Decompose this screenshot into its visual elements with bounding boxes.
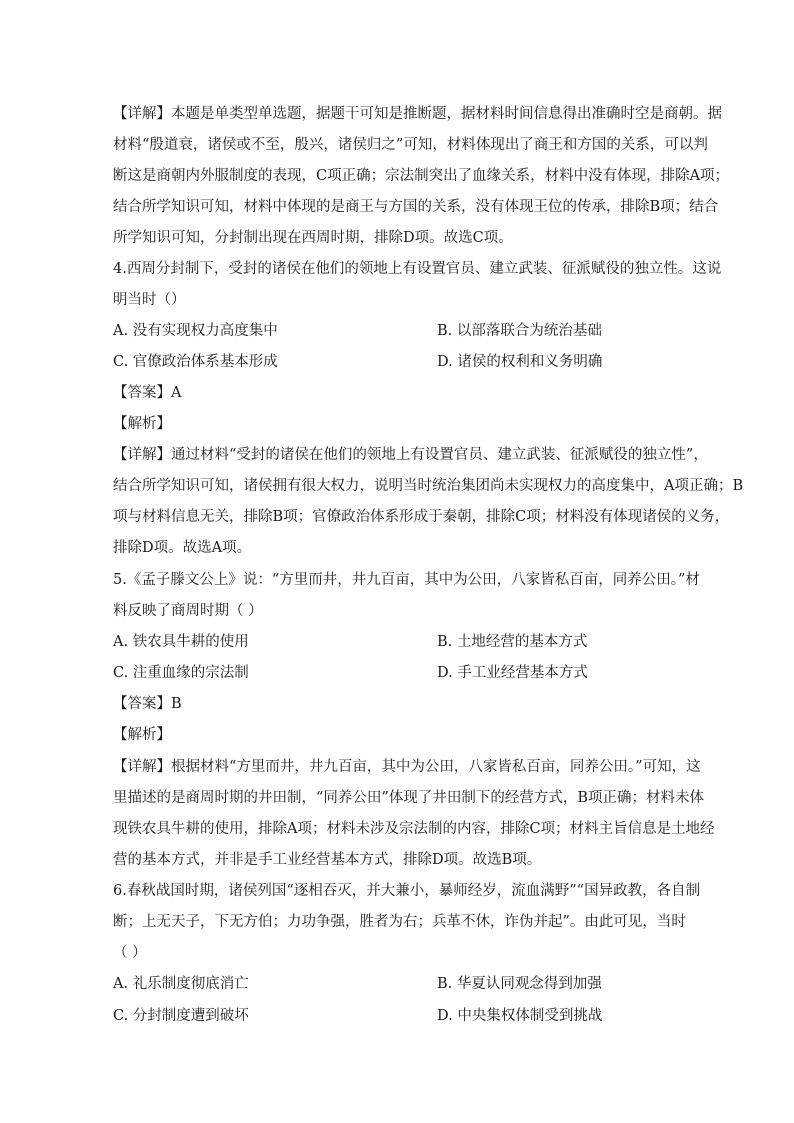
question-4-detail-line: 排除D项。故选A项。: [113, 540, 252, 556]
question-4-stem: 4.西周分封制下，受封的诸侯在他们的领地上有设置官员、建立武装、征派赋役的独立性。这说: [113, 261, 722, 277]
detail-line: 所学知识可知，分封制出现在西周时期，排除D项。故选C项。: [113, 230, 513, 246]
question-5-option-a: A. 铁农具牛耕的使用: [113, 634, 249, 650]
question-5-answer: 【答案】B: [113, 696, 182, 712]
question-6-stem: （ ）: [113, 945, 147, 961]
question-4-option-a: A. 没有实现权力高度集中: [113, 323, 278, 339]
question-6-option-b: B. 华夏认同观念得到加强: [437, 976, 602, 992]
question-5-stem: 料反映了商周时期（ ）: [113, 603, 263, 619]
question-4-option-b: B. 以部落联合为统治基础: [437, 323, 602, 339]
question-4-detail-line: 【详解】通过材料“受封的诸侯在他们的领地上有设置官员、建立武装、征派赋役的独立性”，: [113, 447, 708, 463]
question-6-stem: 断；上无天子，下无方伯；力功争强，胜者为右；兵革不休，诈伪并起”。由此可见，当时: [113, 914, 686, 930]
question-5-option-c: C. 注重血缘的宗法制: [113, 665, 249, 681]
question-4-answer: 【答案】A: [113, 385, 182, 401]
question-5-stem: 5.《孟子滕文公上》说：“方里而井，井九百亩，其中为公田，八家皆私百亩，同养公田。”材: [113, 572, 700, 588]
detail-line: 材料“殷道衰，诸侯或不至，殷兴，诸侯归之”可知，材料体现出了商王和方国的关系，可以判: [113, 137, 708, 153]
question-4-stem: 明当时（）: [113, 292, 186, 308]
detail-line: 结合所学知识可知，材料中体现的是商王与方国的关系，没有体现王位的传承，排除B项；结合: [113, 199, 719, 215]
question-4-analysis-heading: 【解析】: [113, 416, 171, 432]
question-5-option-d: D. 手工业经营基本方式: [437, 665, 588, 681]
question-4-option-c: C. 官僚政治体系基本形成: [113, 354, 278, 370]
question-6-stem: 6.春秋战国时期，诸侯列国“逐相吞灭，并大兼小，暴师经岁，流血满野”“国异政教，各自制: [113, 883, 701, 899]
question-5-option-b: B. 土地经营的基本方式: [437, 634, 588, 650]
question-4-detail-line: 项与材料信息无关，排除B项；官僚政治体系形成于秦朝，排除C项；材料没有体现诸侯的义务，: [113, 509, 730, 525]
question-5-detail-line: 营的基本方式，并非是手工业经营基本方式，排除D项。故选B项。: [113, 852, 542, 868]
detail-line: 【详解】本题是单类型单选题，据题干可知是推断题，据材料时间信息得出准确时空是商朝。据: [113, 106, 722, 122]
question-5-detail-line: 【详解】根据材料“方里而井，井九百亩，其中为公田，八家皆私百亩，同养公田。”可知，这: [113, 759, 701, 775]
detail-line: 断这是商朝内外服制度的表现，C项正确；宗法制突出了血缘关系，材料中没有体现，排除A项；: [113, 168, 730, 184]
question-4-detail-line: 结合所学知识可知，诸侯拥有很大权力，说明当时统治集团尚未实现权力的高度集中，A项正确；B: [113, 478, 744, 494]
question-5-detail-line: 现铁农具牛耕的使用，排除A项；材料未涉及宗法制的内容，排除C项；材料主旨信息是土地经: [113, 821, 715, 837]
question-5-analysis-heading: 【解析】: [113, 727, 171, 743]
question-6-option-c: C. 分封制度遭到破坏: [113, 1008, 249, 1024]
question-6-option-a: A. 礼乐制度彻底消亡: [113, 976, 249, 992]
question-5-detail-line: 里描述的是商周时期的井田制，“同养公田”体现了井田制下的经营方式，B项正确；材料未体: [113, 790, 704, 806]
question-6-option-d: D. 中央集权体制受到挑战: [437, 1008, 603, 1024]
question-4-option-d: D. 诸侯的权利和义务明确: [437, 354, 603, 370]
